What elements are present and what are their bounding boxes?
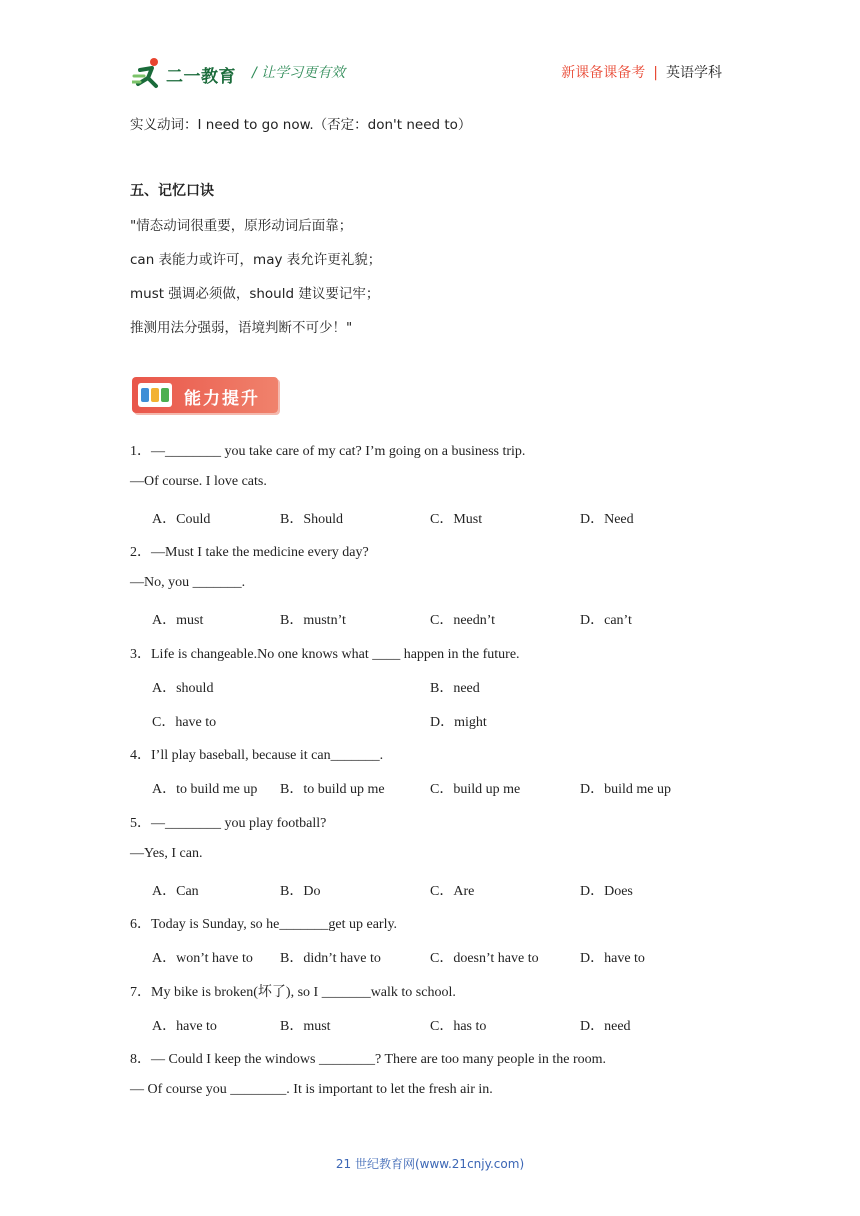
question-stem: 7．My bike is broken(坏了), so I _______walk to school. <box>130 985 456 1000</box>
option-c: C．Are <box>430 884 475 899</box>
question-reply: — Of course you ________. It is important to let the fresh air in. <box>130 1082 493 1097</box>
question-stem: 6．Today is Sunday, so he_______get up early. <box>130 917 398 932</box>
option-d: D．can’t <box>580 613 632 628</box>
section-title: 五、记忆口诀 <box>130 183 214 199</box>
ability-section-badge <box>132 377 278 413</box>
option-c: C．doesn’t have to <box>430 951 539 966</box>
option-d: D．need <box>580 1019 631 1034</box>
option-d: D．Does <box>580 884 633 899</box>
option-a: A．Could <box>152 512 211 527</box>
option-b: B．didn’t have to <box>280 951 381 966</box>
question-stem: 8．— Could I keep the windows ________? There are too many people in the room. <box>130 1052 607 1067</box>
memory-line: can 表能力或许可，may 表允许更礼貌； <box>130 252 382 268</box>
option-c: C．Must <box>430 512 483 527</box>
option-a: A．to build me up <box>152 782 258 797</box>
slogan: / 让学习更有效 <box>252 65 346 81</box>
page-footer: 21 世纪教育网(www.21cnjy.com) <box>335 1157 525 1171</box>
page-header <box>0 0 860 100</box>
question-stem: 4．I’ll play baseball, because it can_______. <box>130 748 384 763</box>
option-a: A．should <box>152 681 214 696</box>
option-d: D．have to <box>580 951 645 966</box>
option-c: C．has to <box>430 1019 487 1034</box>
header-subject <box>561 62 722 82</box>
badge-label: 能力提升 <box>184 389 260 409</box>
option-c: C．needn’t <box>430 613 496 628</box>
option-a: A．Can <box>152 884 199 899</box>
option-b: B．to build up me <box>280 782 385 797</box>
option-b: B．Should <box>280 512 344 527</box>
header-subject-label: 英语学科 <box>666 65 722 81</box>
option-a: A．won’t have to <box>152 951 253 966</box>
runner-logo-icon <box>132 56 166 90</box>
option-b: B．mustn’t <box>280 613 346 628</box>
people-icon <box>138 383 172 407</box>
memory-line: 推测用法分强弱，语境判断不可少！" <box>130 320 353 336</box>
memory-line: must 强调必须做，should 建议要记牢； <box>130 286 380 302</box>
logo-text: 二一教育 <box>166 67 236 87</box>
header-course-label: 新课备课备考 <box>561 65 646 81</box>
question-stem: 1．—________ you take care of my cat? I’m going on a business trip. <box>130 444 526 459</box>
question-reply: —Of course. I love cats. <box>130 474 267 489</box>
header-separator: | <box>653 65 658 81</box>
option-d: D．Need <box>580 512 634 527</box>
option-a: A．have to <box>152 1019 217 1034</box>
option-d: D．build me up <box>580 782 671 797</box>
option-d: D．might <box>430 715 487 730</box>
option-c: C．build up me <box>430 782 521 797</box>
question-stem: 3．Life is changeable.No one knows what ____ happen in the future. <box>130 647 520 662</box>
option-b: B．must <box>280 1019 331 1034</box>
question-reply: —No, you _______. <box>130 575 246 590</box>
brand-logo <box>132 56 244 90</box>
option-c: C．have to <box>152 715 217 730</box>
memory-line: "情态动词很重要，原形动词后面靠； <box>130 218 353 234</box>
question-reply: —Yes, I can. <box>130 846 203 861</box>
option-a: A．must <box>152 613 204 628</box>
intro-line: 实义动词：I need to go now.（否定：don't need to） <box>130 117 472 133</box>
question-stem: 5．—________ you play football? <box>130 816 327 831</box>
option-b: B．Do <box>280 884 321 899</box>
question-stem: 2．—Must I take the medicine every day? <box>130 545 369 560</box>
option-b: B．need <box>430 681 480 696</box>
